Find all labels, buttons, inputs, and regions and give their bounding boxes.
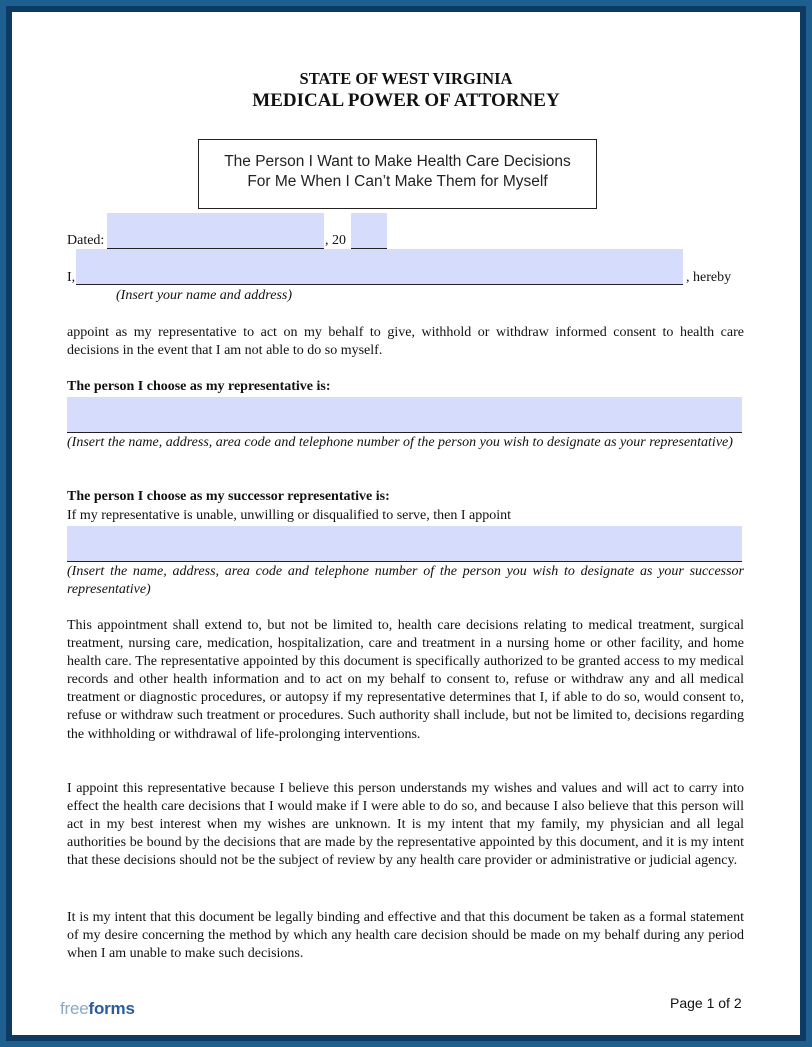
successor-underline: [67, 561, 742, 562]
logo-part-free: free: [60, 999, 89, 1018]
declarant-name-field[interactable]: [76, 249, 683, 284]
representative-hint: (Insert the name, address, area code and telephone number of the person you wish to designate as your representative): [67, 435, 733, 450]
page-number: Page 1 of 2: [670, 995, 742, 1011]
successor-field[interactable]: [67, 526, 742, 561]
successor-hint: (Insert the name, address, area code and telephone number of the person you wish to designate as your successor representative): [67, 564, 744, 598]
year-prefix: , 20: [325, 233, 346, 248]
reason-paragraph: I appoint this representative because I believe this person understands my wishes and values and will act to carry into effect the health care decisions that I would make if I were able to do so, and because I also believe that this person will act in my best interest when my wishes are unknown. It is my intent that my family, my physician and all legal authorities be bound by the decisions that are made by the representative appointed by this document, and it is my intent that these decisions should not be the subject of review by any health care provider or administrative or judicial agency.: [67, 781, 744, 869]
declarant-prefix: I,: [67, 270, 76, 285]
intent-paragraph: It is my intent that this document be legally binding and effective and that this document be taken as a formal statement of my desire concerning the method by which any health care decision should be made on my behalf during any period when I am unable to make such decisions.: [67, 910, 744, 962]
year-field[interactable]: [351, 213, 387, 249]
scope-paragraph: This appointment shall extend to, but not be limited to, health care decisions relating to medical treatment, surgical treatment, nursing care, medication, hospitalization, care and treatment in a nursing home or other facility, and home health care. The representative appointed by this document is specifically authorized to be granted access to my medical records and other health information and to act on my behalf to consent to, refuse or withdraw any and all medical treatment or diagnostic procedures, or autopsy if my representative determines that I, if able to do so, would consent to, refuse or withdraw such treatment or procedures. Such authority shall include, but not be limited to, decisions regarding the withholding or withdrawal of life-prolonging interventions.: [67, 618, 744, 742]
representative-field[interactable]: [67, 397, 742, 432]
representative-heading: The person I choose as my representative is:: [67, 379, 331, 394]
representative-underline: [67, 432, 742, 433]
declarant-suffix: , hereby: [686, 270, 732, 285]
appoint-paragraph: appoint as my representative to act on my behalf to give, withhold or withdraw informed consent to health care decisions in the event that I am not able to do so myself.: [67, 325, 744, 359]
successor-heading: The person I choose as my successor representative is:: [67, 489, 390, 504]
date-field[interactable]: [107, 213, 324, 249]
logo-part-forms: forms: [88, 999, 135, 1018]
document-title: MEDICAL POWER OF ATTORNEY: [252, 90, 560, 111]
subtitle-line-1: The Person I Want to Make Health Care Decisions: [224, 153, 571, 170]
declarant-underline: [76, 284, 683, 285]
subtitle-box: [198, 139, 597, 209]
state-heading: STATE OF WEST VIRGINIA: [299, 69, 513, 88]
freeforms-logo: [60, 999, 135, 1019]
successor-intro: If my representative is unable, unwilling or disqualified to serve, then I appoint: [67, 508, 511, 523]
declarant-hint: (Insert your name and address): [116, 288, 293, 303]
subtitle-line-2: For Me When I Can’t Make Them for Myself: [247, 173, 548, 190]
dated-label: Dated:: [67, 233, 105, 248]
document-page: [12, 12, 800, 1035]
